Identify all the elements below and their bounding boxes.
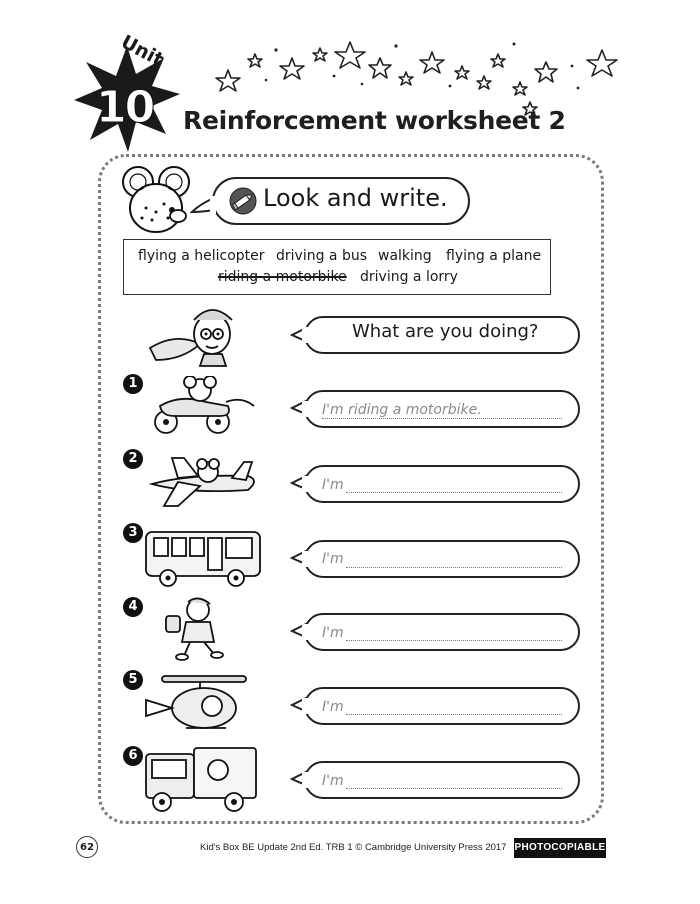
motorbike-picture [150,376,260,436]
answer-line [346,640,562,641]
answer-bubble [304,761,580,799]
answer-line [346,567,562,568]
item-number: 1 [123,374,143,394]
answer-prompt-text: I'm [322,551,344,567]
answer-line [346,788,562,789]
question-text: What are you doing? [352,321,539,342]
answer-line [346,714,562,715]
girl-picture [146,298,242,368]
word-option: flying a plane [446,248,542,264]
photocopiable-badge: PHOTOCOPIABLE [514,838,606,858]
answer-bubble [304,687,580,725]
bus-picture [142,526,266,590]
walking-picture [160,596,234,662]
worksheet-title: Reinforcement worksheet 2 [183,106,566,135]
answer-prompt-text: I'm [322,699,344,715]
answer-bubble [304,613,580,651]
word-option: driving a lorry [360,269,458,285]
unit-label: Unit [117,30,168,72]
item-number: 6 [123,746,143,766]
word-option-crossed: riding a motorbike [218,269,347,285]
stars-decoration [200,36,640,116]
word-option: walking [378,248,432,264]
answer-line [322,418,562,419]
item-number: 4 [123,597,143,617]
answer-bubble [304,540,580,578]
copyright-credit: Kid's Box BE Update 2nd Ed. TRB 1 © Cambridge University Press 2017 [200,842,507,853]
unit-number: 10 [96,82,154,133]
word-box [123,239,551,295]
item-number: 5 [123,670,143,690]
answer-example-text: I'm riding a motorbike. [322,402,482,418]
answer-line [346,492,562,493]
word-option: flying a helicopter [138,248,265,264]
lorry-picture [142,744,260,814]
answer-prompt-text: I'm [322,477,344,493]
helicopter-picture [142,670,262,734]
plane-picture [148,450,264,514]
word-option: driving a bus [276,248,367,264]
pencil-icon [229,187,257,215]
item-number: 3 [123,523,143,543]
page-number: 62 [76,836,98,858]
instruction-text: Look and write. [263,184,448,212]
mouse-character-icon [118,164,198,238]
answer-bubble [304,465,580,503]
answer-prompt-text: I'm [322,773,344,789]
answer-prompt-text: I'm [322,625,344,641]
item-number: 2 [123,449,143,469]
